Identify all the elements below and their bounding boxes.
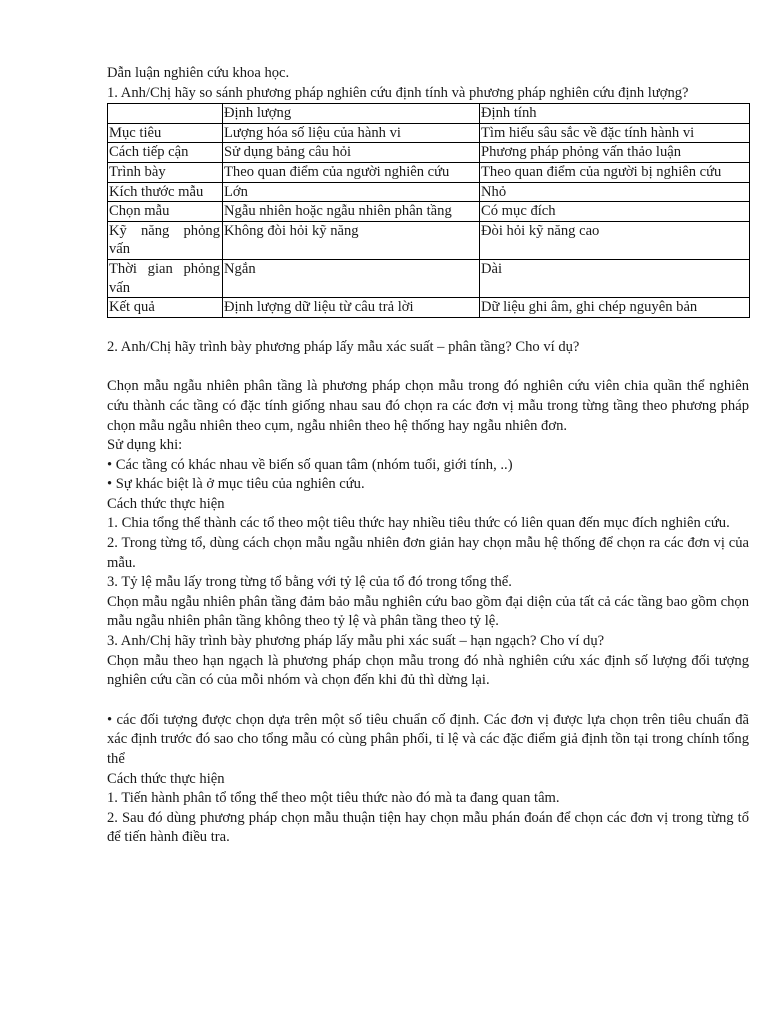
procedure-step: 2. Sau đó dùng phương pháp chọn mẫu thuận tiện hay chọn mẫu phán đoán để chọn các đơn vị trong từng tổ để tiến hành điều tra. bbox=[107, 809, 749, 846]
table-cell: Dài bbox=[480, 259, 750, 297]
table-cell: Ngẫu nhiên hoặc ngẫu nhiên phân tầng bbox=[223, 202, 480, 222]
table-cell: Kết quả bbox=[108, 298, 223, 318]
stratified-summary: Chọn mẫu ngẫu nhiên phân tầng đảm bảo mẫu nghiên cứu bao gồm đại diện của tất cả các tầng bao gồm chọn mẫu ngẫu nhiên phân tầng không theo tỷ lệ và phân tầng theo tỷ lệ. bbox=[107, 593, 749, 630]
table-cell: Thời gian phỏng vấn bbox=[108, 259, 223, 297]
document-page bbox=[107, 64, 749, 848]
table-row bbox=[108, 123, 750, 143]
table-cell: Kỹ năng phỏng vấn bbox=[108, 221, 223, 259]
bullet-item: • Các tầng có khác nhau về biến số quan tâm (nhóm tuổi, giới tính, ..) bbox=[107, 456, 513, 473]
procedure-step: 2. Trong từng tổ, dùng cách chọn mẫu ngẫu nhiên đơn giản hay chọn mẫu hệ thống để chọn ra các đơn vị của mẫu. bbox=[107, 535, 749, 571]
table-header-row bbox=[108, 104, 750, 124]
table-cell: Nhỏ bbox=[480, 182, 750, 202]
table-row bbox=[108, 143, 750, 163]
table-row bbox=[108, 162, 750, 182]
table-cell: Kích thước mẫu bbox=[108, 182, 223, 202]
table-cell: Cách tiếp cận bbox=[108, 143, 223, 163]
quota-criteria: • các đối tượng được chọn dựa trên một số tiêu chuẩn cố định. Các đơn vị được lựa chọn trên tiêu chuẩn đã xác định trước đó sao cho tổng mẫu có cùng phân phối, tỉ lệ và các đặc điểm giả định tồn tại trong chính tổng thể bbox=[107, 711, 749, 767]
table-cell: Ngắn bbox=[223, 259, 480, 297]
table-cell: Dữ liệu ghi âm, ghi chép nguyên bản bbox=[480, 298, 750, 318]
table-cell: Định lượng dữ liệu từ câu trả lời bbox=[223, 298, 480, 318]
table-cell: Theo quan điểm của người bị nghiên cứu bbox=[480, 162, 750, 182]
table-cell: Phương pháp phỏng vấn thảo luận bbox=[480, 143, 750, 163]
table-cell: Đòi hỏi kỹ năng cao bbox=[480, 221, 750, 259]
stratified-definition: Chọn mẫu ngẫu nhiên phân tầng là phương pháp chọn mẫu trong đó nghiên cứu viên chia quần thể nghiên cứu thành các tầng có đặc tính giống nhau sau đó chọn ra các đơn vị mẫu trong từng tầng theo phương pháp chọn mẫu ngẫu nhiên theo cụm, ngẫu nhiên theo hệ thống hay ngẫu nhiên đơn. bbox=[107, 378, 749, 434]
procedure-heading: Cách thức thực hiện bbox=[107, 495, 225, 512]
table-cell: Theo quan điểm của người nghiên cứu bbox=[223, 162, 480, 182]
bullet-item: • Sự khác biệt là ở mục tiêu của nghiên cứu. bbox=[107, 476, 365, 493]
table-cell: Định tính bbox=[480, 104, 750, 124]
table-cell: Định lượng bbox=[223, 104, 480, 124]
table-row bbox=[108, 221, 750, 259]
quota-definition: Chọn mẫu theo hạn ngạch là phương pháp chọn mẫu trong đó nhà nghiên cứu xác định số lượng đối tượng nghiên cứu cần có của mỗi nhóm và chọn đến khi đủ thì dừng lại. bbox=[107, 652, 749, 689]
table-cell: Mục tiêu bbox=[108, 123, 223, 143]
table-cell bbox=[108, 104, 223, 124]
comparison-table bbox=[107, 103, 750, 318]
table-cell: Không đòi hỏi kỹ năng bbox=[223, 221, 480, 259]
procedure-step: 1. Tiến hành phân tổ tổng thể theo một tiêu thức nào đó mà ta đang quan tâm. bbox=[107, 790, 560, 807]
table-row bbox=[108, 298, 750, 318]
table-cell: Trình bày bbox=[108, 162, 223, 182]
table-cell: Sử dụng bảng câu hỏi bbox=[223, 143, 480, 163]
procedure-heading: Cách thức thực hiện bbox=[107, 770, 225, 787]
question-3: 3. Anh/Chị hãy trình bày phương pháp lấy mẫu phi xác suất – hạn ngạch? Cho ví dụ? bbox=[107, 633, 605, 650]
question-2: 2. Anh/Chị hãy trình bày phương pháp lấy mẫu xác suất – phân tầng? Cho ví dụ? bbox=[107, 338, 580, 355]
table-row bbox=[108, 182, 750, 202]
table-cell: Lượng hóa số liệu của hành vi bbox=[223, 123, 480, 143]
table-cell: Lớn bbox=[223, 182, 480, 202]
procedure-step: 3. Tỷ lệ mẫu lấy trong từng tổ bằng với tỷ lệ của tổ đó trong tổng thể. bbox=[107, 574, 512, 591]
table-cell: Chọn mẫu bbox=[108, 202, 223, 222]
table-cell: Có mục đích bbox=[480, 202, 750, 222]
table-row bbox=[108, 202, 750, 222]
doc-title: Dẫn luận nghiên cứu khoa học. bbox=[107, 65, 290, 81]
question-1: 1. Anh/Chị hãy so sánh phương pháp nghiên cứu định tính và phương pháp nghiên cứu định lượng? bbox=[107, 84, 689, 101]
procedure-step: 1. Chia tổng thể thành các tổ theo một tiêu thức hay nhiều tiêu thức có liên quan đến mục đích nghiên cứu. bbox=[107, 515, 730, 532]
table-row bbox=[108, 259, 750, 297]
use-when-label: Sử dụng khi: bbox=[107, 437, 183, 454]
table-cell: Tìm hiểu sâu sắc về đặc tính hành vi bbox=[480, 123, 750, 143]
